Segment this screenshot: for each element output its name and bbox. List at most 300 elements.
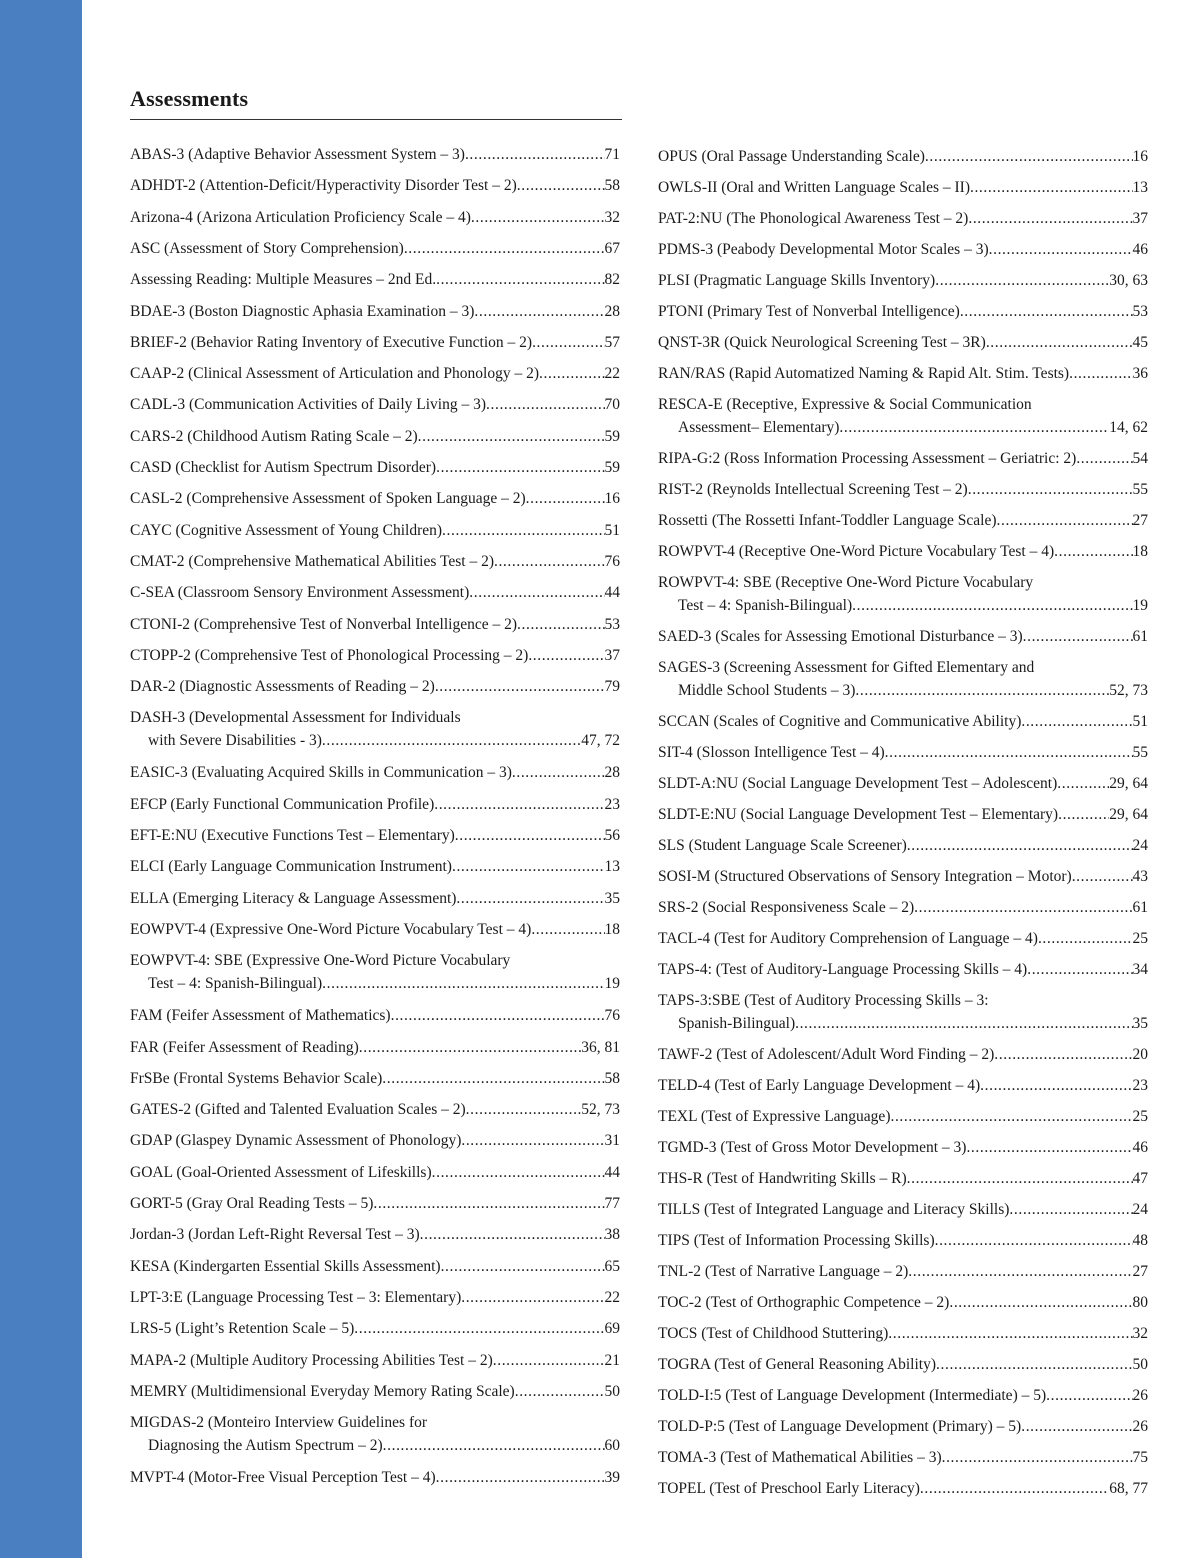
dot-leader (354, 1317, 604, 1340)
page-number: 56 (604, 827, 620, 844)
entry-title: TACL-4 (Test for Auditory Comprehension of Language – 4) (658, 929, 1038, 947)
dot-leader (515, 1380, 605, 1403)
index-entry (130, 1192, 620, 1215)
page-number: 16 (604, 490, 620, 508)
page-number: 80 (1132, 1293, 1148, 1311)
index-entry (130, 206, 620, 229)
index-entry (130, 1411, 620, 1457)
dot-leader (486, 393, 604, 416)
dot-leader (989, 238, 1133, 261)
dot-leader (852, 594, 1132, 617)
index-entry (658, 207, 1148, 230)
entry-title: GORT-5 (Gray Oral Reading Tests – 5) (130, 1195, 374, 1212)
index-entry (658, 1136, 1148, 1159)
index-entry (658, 1353, 1148, 1376)
index-entry (658, 478, 1148, 501)
dot-leader (1021, 1415, 1132, 1438)
dot-leader (432, 1161, 605, 1184)
dot-leader (469, 581, 604, 604)
index-entry (658, 571, 1148, 617)
index-entry (658, 927, 1148, 950)
entry-title: RESCA-E (Receptive, Expressive & Social Communication (658, 396, 1032, 413)
page-number: 59 (604, 427, 620, 445)
index-entry (658, 1105, 1148, 1128)
index-entry (130, 793, 620, 816)
entry-title: SRS-2 (Social Responsiveness Scale – 2) (658, 898, 915, 916)
entry-title: ELLA (Emerging Literacy & Language Assessment) (130, 889, 457, 907)
index-entry (658, 710, 1148, 733)
dot-leader (1046, 1384, 1132, 1407)
page-number: 32 (1132, 1324, 1148, 1342)
entry-title: OWLS-II (Oral and Written Language Scales – II) (658, 179, 970, 196)
entry-title: TNL-2 (Test of Narrative Language – 2) (658, 1262, 909, 1280)
dot-leader (1009, 1198, 1132, 1221)
page-number: 50 (1132, 1355, 1148, 1373)
page-number: 58 (604, 1069, 620, 1087)
page-number: 76 (604, 1007, 620, 1025)
dot-leader (391, 1004, 605, 1027)
dot-leader (907, 834, 1133, 857)
dot-leader (471, 206, 605, 229)
index-entry (130, 1004, 620, 1027)
entry-title: BDAE-3 (Boston Diagnostic Aphasia Examination – 3) (130, 302, 475, 320)
page-number: 23 (604, 795, 620, 813)
dot-leader (968, 207, 1132, 230)
dot-leader (526, 487, 605, 510)
index-entry (130, 1380, 620, 1403)
dot-leader (968, 478, 1133, 501)
entry-title: SAED-3 (Scales for Assessing Emotional Disturbance – 3) (658, 627, 1023, 645)
page-number: 76 (604, 552, 620, 570)
page-number: 30, 63 (1109, 272, 1148, 289)
entry-title: SLDT-E:NU (Social Language Development Test – Elementary) (658, 805, 1059, 823)
index-entry (130, 761, 620, 784)
entry-title: FAR (Feifer Assessment of Reading) (130, 1038, 359, 1056)
dot-leader (436, 456, 604, 479)
dot-leader (997, 509, 1133, 532)
index-entry (130, 268, 620, 291)
page-number: 14, 62 (1109, 419, 1148, 436)
index-entry (658, 1415, 1148, 1438)
index-entry (658, 803, 1148, 826)
page-number: 31 (604, 1132, 620, 1150)
dot-leader (942, 1446, 1133, 1469)
dot-leader (517, 613, 604, 636)
dot-leader (925, 145, 1133, 168)
page-number: 75 (1132, 1448, 1148, 1466)
page-number: 46 (1132, 241, 1148, 258)
page-number: 28 (604, 764, 620, 782)
entry-title: KESA (Kindergarten Essential Skills Assessment) (130, 1257, 441, 1275)
page-number: 60 (604, 1437, 620, 1455)
dot-leader (795, 1012, 1132, 1035)
page-number: 38 (604, 1226, 620, 1244)
dot-leader (455, 824, 605, 847)
entry-title: RIST-2 (Reynolds Intellectual Screening Test – 2) (658, 480, 968, 498)
dot-leader (322, 972, 604, 995)
entry-title: C-SEA (Classroom Sensory Environment Assessment) (130, 584, 470, 602)
entry-title: TIPS (Test of Information Processing Skills) (658, 1231, 935, 1249)
index-entry (130, 456, 620, 479)
index-entry (658, 1291, 1148, 1314)
page-number: 29, 64 (1109, 774, 1148, 792)
dot-leader (935, 269, 1109, 292)
entry-title: MAPA-2 (Multiple Auditory Processing Abilities Test – 2) (130, 1351, 493, 1369)
index-entry (130, 550, 620, 573)
dot-leader (382, 1067, 604, 1090)
page-number: 22 (604, 1288, 620, 1306)
dot-leader (436, 1466, 605, 1489)
index-entry (658, 145, 1148, 168)
page-number: 36 (1132, 365, 1148, 382)
dot-leader (465, 143, 605, 166)
dot-leader (1069, 362, 1132, 385)
page-number: 43 (1132, 867, 1148, 885)
index-entry (130, 1067, 620, 1090)
entry-title: ROWPVT-4: SBE (Receptive One-Word Picture Vocabulary (658, 573, 1034, 591)
dot-leader (528, 644, 604, 667)
index-entry (130, 1223, 620, 1246)
entry-title: RAN/RAS (Rapid Automatized Naming & Rapid Alt. Stim. Tests) (658, 365, 1070, 382)
dot-leader (517, 174, 605, 197)
entry-title: PLSI (Pragmatic Language Skills Inventory) (658, 272, 936, 289)
entry-title: ABAS-3 (Adaptive Behavior Assessment System – 3) (130, 146, 465, 163)
page-number: 55 (1132, 743, 1148, 761)
entry-title: OPUS (Oral Passage Understanding Scale) (658, 148, 925, 165)
dot-leader (322, 729, 581, 752)
page-number: 67 (604, 239, 620, 257)
index-entry (130, 613, 620, 636)
index-entry (658, 238, 1148, 261)
entry-title: PTONI (Primary Test of Nonverbal Intelligence) (658, 303, 960, 320)
index-entry (130, 1036, 620, 1059)
dot-leader (986, 331, 1133, 354)
dot-leader (435, 675, 605, 698)
index-entry (658, 393, 1148, 439)
entry-title: ELCI (Early Language Communication Instrument) (130, 858, 452, 876)
page-number: 39 (604, 1469, 620, 1487)
dot-leader (908, 1260, 1132, 1283)
page-number: 52, 73 (1109, 681, 1148, 699)
index-entry (658, 331, 1148, 354)
page-number: 77 (604, 1195, 620, 1212)
page-number: 50 (604, 1382, 620, 1400)
page-number: 48 (1132, 1231, 1148, 1249)
page-number: 65 (604, 1257, 620, 1275)
entry-title: EASIC-3 (Evaluating Acquired Skills in Communication – 3) (130, 764, 512, 782)
entry-title: THS-R (Test of Handwriting Skills – R) (658, 1169, 907, 1187)
entry-title-continued: Middle School Students – 3) (678, 681, 856, 699)
entry-title: SLDT-A:NU (Social Language Development Test – Adolescent) (658, 774, 1058, 792)
entry-title: TOC-2 (Test of Orthographic Competence – 2) (658, 1293, 950, 1311)
page-number: 37 (1132, 210, 1148, 227)
entry-title: FAM (Feifer Assessment of Mathematics) (130, 1007, 391, 1025)
dot-leader (532, 331, 604, 354)
index-entry (130, 487, 620, 510)
page-number: 24 (1132, 836, 1148, 854)
index-entry (130, 331, 620, 354)
dot-leader (1023, 625, 1133, 648)
entry-title: DASH-3 (Developmental Assessment for Individuals (130, 709, 461, 727)
index-entry (130, 887, 620, 910)
index-entry (130, 1161, 620, 1184)
index-entry (658, 447, 1148, 470)
page-number: 25 (1132, 1107, 1148, 1125)
entry-title: Assessing Reading: Multiple Measures – 2nd Ed. (130, 271, 437, 289)
page-number: 82 (604, 271, 620, 289)
entry-title: GDAP (Glaspey Dynamic Assessment of Phonology) (130, 1132, 462, 1150)
entry-title: CARS-2 (Childhood Autism Rating Scale – 2) (130, 427, 418, 445)
entry-title: TGMD-3 (Test of Gross Motor Development – 3) (658, 1138, 967, 1156)
dot-leader (383, 1434, 605, 1457)
entry-title: MIGDAS-2 (Monteiro Interview Guidelines for (130, 1414, 428, 1432)
page-number: 18 (604, 920, 620, 938)
index-entry (658, 625, 1148, 648)
page-number: 24 (1132, 1200, 1148, 1218)
dot-leader (359, 1036, 582, 1059)
index-entry (130, 1349, 620, 1372)
index-entry (658, 176, 1148, 199)
page-number: 58 (604, 177, 620, 195)
entry-title: Arizona-4 (Arizona Articulation Proficiency Scale – 4) (130, 208, 471, 226)
index-entry (658, 1074, 1148, 1097)
dot-leader (539, 362, 604, 385)
index-entry (130, 1317, 620, 1340)
index-entry (658, 1198, 1148, 1221)
page-number: 51 (1132, 712, 1148, 730)
entry-title: CMAT-2 (Comprehensive Mathematical Abilities Test – 2) (130, 552, 494, 570)
entry-title: SAGES-3 (Screening Assessment for Gifted Elementary and (658, 658, 1035, 676)
dot-leader (890, 1105, 1132, 1128)
dot-leader (420, 1223, 605, 1246)
index-entry (130, 1098, 620, 1121)
dot-leader (888, 1322, 1132, 1345)
entry-title: LRS-5 (Light’s Retention Scale – 5) (130, 1320, 355, 1338)
index-entry (658, 509, 1148, 532)
page-number: 61 (1132, 898, 1148, 916)
entry-title: TEXL (Test of Expressive Language) (658, 1107, 891, 1125)
index-entry (130, 362, 620, 385)
page-number: 37 (604, 646, 620, 664)
dot-leader (885, 741, 1133, 764)
index-entry (130, 1286, 620, 1309)
page-number: 28 (604, 302, 620, 320)
page-number: 25 (1132, 929, 1148, 947)
entry-title: Jordan-3 (Jordan Left-Right Reversal Test – 3) (130, 1226, 420, 1244)
page-number: 71 (604, 146, 620, 163)
entry-title: GATES-2 (Gifted and Talented Evaluation Scales – 2) (130, 1101, 466, 1119)
entry-title: TAPS-4: (Test of Auditory-Language Processing Skills – 4) (658, 960, 1028, 978)
index-entry (658, 656, 1148, 702)
dot-leader (935, 1229, 1133, 1252)
dot-leader (1021, 710, 1132, 733)
dot-leader (855, 679, 1109, 702)
entry-title: FrSBe (Frontal Systems Behavior Scale) (130, 1069, 383, 1087)
index-entry (130, 519, 620, 542)
dot-leader (441, 1255, 605, 1278)
page-number: 27 (1132, 511, 1148, 529)
entry-title: PDMS-3 (Peabody Developmental Motor Scales – 3) (658, 241, 989, 258)
entry-title: QNST-3R (Quick Neurological Screening Test – 3R) (658, 334, 986, 351)
entry-title: EFCP (Early Functional Communication Profile) (130, 795, 435, 813)
page-number: 26 (1132, 1386, 1148, 1404)
page-number: 19 (1132, 596, 1148, 614)
index-entry (130, 300, 620, 323)
index-entry (658, 362, 1148, 385)
dot-leader (907, 1167, 1133, 1190)
index-entry (658, 300, 1148, 323)
index-entry (658, 865, 1148, 888)
side-color-bar (0, 0, 82, 1558)
entry-title: RIPA-G:2 (Ross Information Processing Assessment – Geriatric: 2) (658, 449, 1077, 467)
dot-leader (531, 918, 604, 941)
dot-leader (1054, 540, 1132, 563)
page-title: Assessments (130, 86, 249, 111)
index-entry (130, 581, 620, 604)
page-number: 51 (604, 521, 620, 539)
page-number: 61 (1132, 627, 1148, 645)
index-entry (130, 393, 620, 416)
entry-title: CAYC (Cognitive Assessment of Young Children) (130, 521, 443, 539)
dot-leader (970, 176, 1133, 199)
entry-title: LPT-3:E (Language Processing Test – 3: Elementary) (130, 1288, 462, 1306)
index-entry (658, 1322, 1148, 1345)
page-number: 47 (1132, 1169, 1148, 1187)
dot-leader (404, 237, 605, 260)
dot-leader (994, 1043, 1132, 1066)
entry-title: EOWPVT-4 (Expressive One-Word Picture Vocabulary Test – 4) (130, 920, 532, 938)
entry-title-continued: with Severe Disabilities - 3) (148, 732, 322, 750)
page-number: 79 (604, 678, 620, 696)
entry-title-continued: Spanish-Bilingual) (678, 1014, 796, 1032)
page-number: 21 (604, 1351, 620, 1369)
page-number: 44 (604, 584, 620, 602)
entry-title: SLS (Student Language Scale Screener) (658, 836, 907, 854)
index-entry (130, 644, 620, 667)
page-number: 13 (1132, 179, 1148, 196)
dot-leader (966, 1136, 1132, 1159)
index-entry (130, 237, 620, 260)
index-entry (658, 896, 1148, 919)
dot-leader (512, 761, 605, 784)
index-entry (658, 1384, 1148, 1407)
entry-title: TAPS-3:SBE (Test of Auditory Processing Skills – 3: (658, 991, 989, 1009)
entry-title: CASL-2 (Comprehensive Assessment of Spoken Language – 2) (130, 490, 526, 508)
dot-leader (949, 1291, 1132, 1314)
index-entry (130, 918, 620, 941)
page-number: 22 (604, 365, 620, 383)
dot-leader (373, 1192, 604, 1215)
page-number: 53 (1132, 303, 1148, 320)
page-number: 29, 64 (1109, 805, 1148, 823)
title-rule (130, 119, 622, 120)
entry-title: ROWPVT-4 (Receptive One-Word Picture Vocabulary Test – 4) (658, 542, 1055, 560)
index-entry (658, 269, 1148, 292)
dot-leader (1076, 447, 1132, 470)
page-number: 27 (1132, 1262, 1148, 1280)
dot-leader (461, 1129, 604, 1152)
index-entry (130, 675, 620, 698)
dot-leader (456, 887, 604, 910)
dot-leader (920, 1477, 1109, 1500)
index-entry (658, 1043, 1148, 1066)
index-entry (130, 1129, 620, 1152)
entry-title: EFT-E:NU (Executive Functions Test – Elementary) (130, 827, 455, 844)
page-number: 32 (604, 208, 620, 226)
page-number: 26 (1132, 1417, 1148, 1435)
entry-title: CTOPP-2 (Comprehensive Test of Phonological Processing – 2) (130, 646, 529, 664)
entry-title: SCCAN (Scales of Cognitive and Communicative Ability) (658, 712, 1022, 730)
dot-leader (839, 416, 1109, 439)
index-entry (658, 834, 1148, 857)
entry-title: MVPT-4 (Motor-Free Visual Perception Test – 4) (130, 1469, 436, 1487)
page-number: 54 (1132, 449, 1148, 467)
index-entry (658, 741, 1148, 764)
index-entry (130, 824, 620, 847)
entry-title: Rossetti (The Rossetti Infant-Toddler Language Scale) (658, 511, 997, 529)
dot-leader (1072, 865, 1133, 888)
entry-title: TAWF-2 (Test of Adolescent/Adult Word Finding – 2) (658, 1045, 995, 1063)
dot-leader (436, 268, 604, 291)
entry-title: SOSI-M (Structured Observations of Sensory Integration – Motor) (658, 867, 1072, 885)
page-number: 20 (1132, 1045, 1148, 1063)
index-entry (658, 1229, 1148, 1252)
entry-title: CTONI-2 (Comprehensive Test of Nonverbal Intelligence – 2) (130, 615, 518, 633)
page-number: 69 (604, 1320, 620, 1338)
entry-title: TOLD-I:5 (Test of Language Development (Intermediate) – 5) (658, 1386, 1047, 1404)
index-entry (658, 1477, 1148, 1500)
index-entry (130, 1466, 620, 1489)
index-entry (130, 949, 620, 995)
index-entry (130, 855, 620, 878)
page-number: 36, 81 (581, 1038, 620, 1056)
page-number: 34 (1132, 960, 1148, 978)
entry-title: ASC (Assessment of Story Comprehension) (130, 239, 404, 257)
page-number: 46 (1132, 1138, 1148, 1156)
page-number: 35 (1132, 1014, 1148, 1032)
page-number: 13 (604, 858, 620, 876)
dot-leader (960, 300, 1133, 323)
page-number: 35 (604, 889, 620, 907)
dot-leader (1027, 958, 1132, 981)
entry-title-continued: Assessment– Elementary) (678, 419, 840, 436)
dot-leader (1058, 803, 1109, 826)
index-entry (130, 174, 620, 197)
entry-title-continued: Test – 4: Spanish-Bilingual) (678, 596, 853, 614)
entry-title: TELD-4 (Test of Early Language Development – 4) (658, 1076, 981, 1094)
page-number: 16 (1132, 148, 1148, 165)
dot-leader (493, 1349, 605, 1372)
entry-title: ADHDT-2 (Attention-Deficit/Hyperactivity Disorder Test – 2) (130, 177, 517, 195)
dot-leader (474, 300, 604, 323)
index-entry (658, 1260, 1148, 1283)
dot-leader (1057, 772, 1109, 795)
entry-title: TILLS (Test of Integrated Language and Literacy Skills) (658, 1200, 1010, 1218)
entry-title: PAT-2:NU (The Phonological Awareness Test – 2) (658, 210, 969, 227)
entry-title: TOPEL (Test of Preschool Early Literacy) (658, 1479, 920, 1497)
dot-leader (452, 855, 605, 878)
entry-title: TOMA-3 (Test of Mathematical Abilities – 3) (658, 1448, 942, 1466)
dot-leader (1038, 927, 1133, 950)
page-number: 55 (1132, 480, 1148, 498)
page-number: 45 (1132, 334, 1148, 351)
index-entry (130, 425, 620, 448)
dot-leader (418, 425, 605, 448)
index-entry (658, 958, 1148, 981)
entry-title-continued: Diagnosing the Autism Spectrum – 2) (148, 1437, 383, 1455)
entry-title: DAR-2 (Diagnostic Assessments of Reading – 2) (130, 678, 435, 696)
dot-leader (434, 793, 604, 816)
